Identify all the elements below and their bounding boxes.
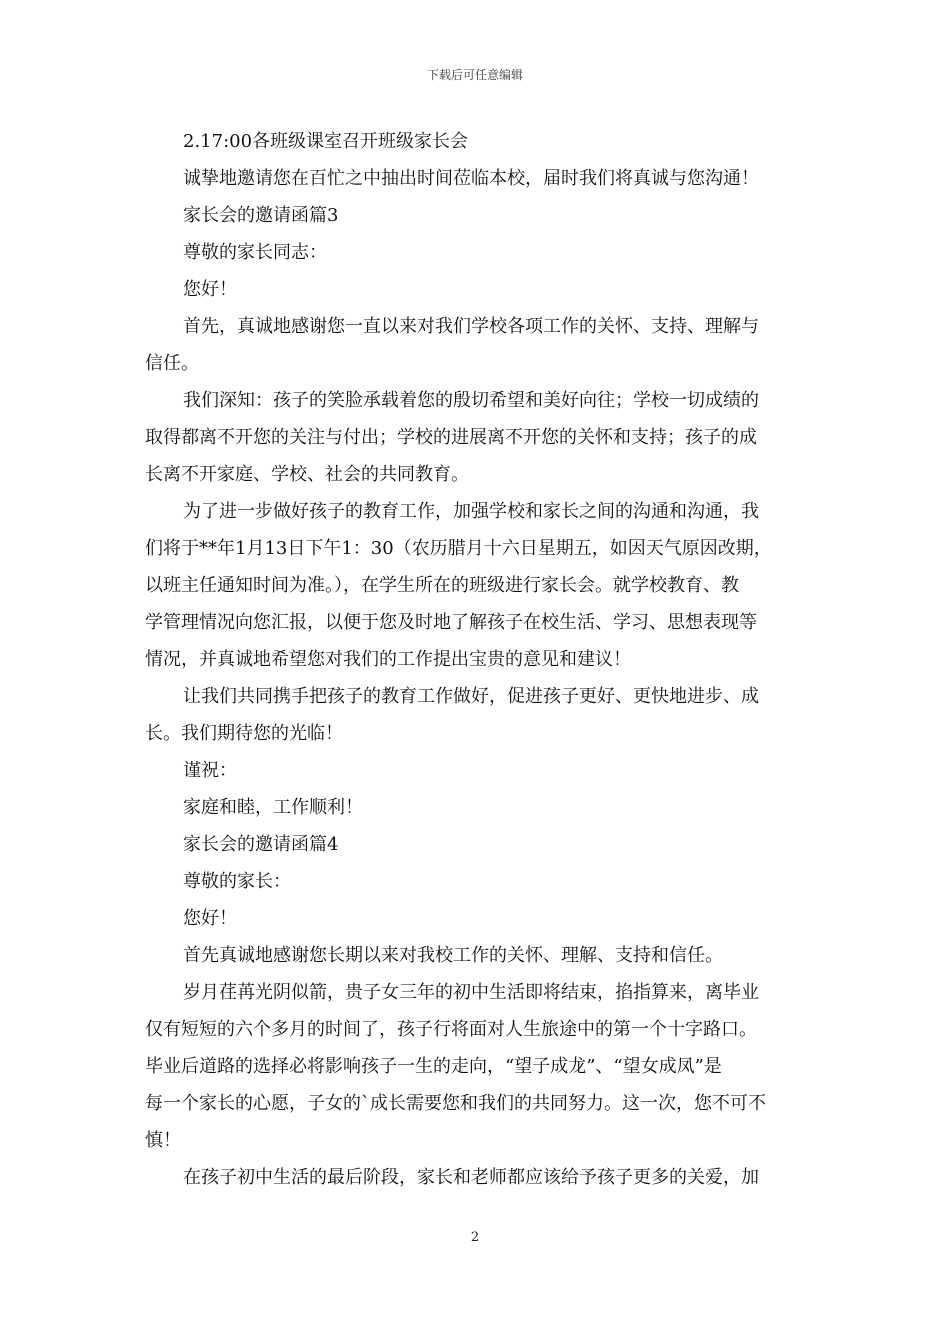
text-line: 每一个家长的心愿，子女的`成长需要您和我们的共同努力。这一次，您不可不	[145, 1093, 766, 1114]
text-line: 长。我们期待您的光临！	[145, 723, 343, 744]
text-line: 让我们共同携手把孩子的教育工作做好，促进孩子更好、更快地进步、成	[183, 686, 759, 707]
text-line: 尊敬的家长：	[183, 871, 291, 892]
text-line: 信任。	[145, 353, 199, 374]
text-line: 学管理情况向您汇报，以便于您及时地了解孩子在校生活、学习、思想表现等	[145, 612, 757, 633]
text-line: 慎！	[145, 1130, 181, 1151]
page-number: 2	[470, 1230, 480, 1245]
text-line: 情况，并真诚地希望您对我们的工作提出宝贵的意见和建议！	[145, 649, 631, 670]
text-line: 谨祝：	[183, 760, 237, 781]
text-line: 长离不开家庭、学校、社会的共同教育。	[145, 464, 469, 485]
text-line: 取得都离不开您的关注与付出；学校的进展离不开您的关怀和支持；孩子的成	[145, 427, 757, 448]
document-body	[145, 123, 807, 1196]
text-line: 我们深知：孩子的笑脸承载着您的殷切希望和美好向往；学校一切成绩的	[183, 390, 759, 411]
text-line: 您好！	[183, 908, 237, 929]
text-line: 在孩子初中生活的最后阶段，家长和老师都应该给予孩子更多的关爱，加	[183, 1167, 759, 1188]
text-line: 岁月荏苒光阴似箭，贵子女三年的初中生活即将结束，掐指算来，离毕业	[183, 982, 759, 1003]
text-line: 2.17:00各班级课室召开班级家长会	[183, 131, 469, 152]
text-line: 们将于**年1月13日下午1：30（农历腊月十六日星期五，如因天气原因改期，	[145, 538, 772, 559]
text-line: 家庭和睦，工作顺利！	[183, 797, 363, 818]
text-line: 诚挚地邀请您在百忙之中抽出时间莅临本校，届时我们将真诚与您沟通！	[183, 168, 759, 189]
page-header: 下载后可任意编辑	[426, 68, 523, 82]
text-line: 仅有短短的六个多月的时间了，孩子行将面对人生旅途中的第一个十字路口。	[145, 1019, 757, 1040]
text-line: 首先，真诚地感谢您一直以来对我们学校各项工作的关怀、支持、理解与	[183, 316, 759, 337]
text-line: 以班主任通知时间为准。），在学生所在的班级进行家长会。就学校教育、教	[145, 575, 739, 596]
text-line: 家长会的邀请函篇3	[183, 205, 339, 226]
text-line: 为了进一步做好孩子的教育工作，加强学校和家长之间的沟通和沟通，我	[183, 501, 759, 522]
text-line: 您好！	[183, 279, 237, 300]
text-line: 家长会的邀请函篇4	[183, 834, 339, 855]
text-line: 毕业后道路的选择必将影响孩子一生的走向，“望子成龙”、“望女成凤”是	[145, 1056, 722, 1077]
text-line: 尊敬的家长同志：	[183, 242, 327, 263]
text-line: 首先真诚地感谢您长期以来对我校工作的关怀、理解、支持和信任。	[183, 945, 723, 966]
